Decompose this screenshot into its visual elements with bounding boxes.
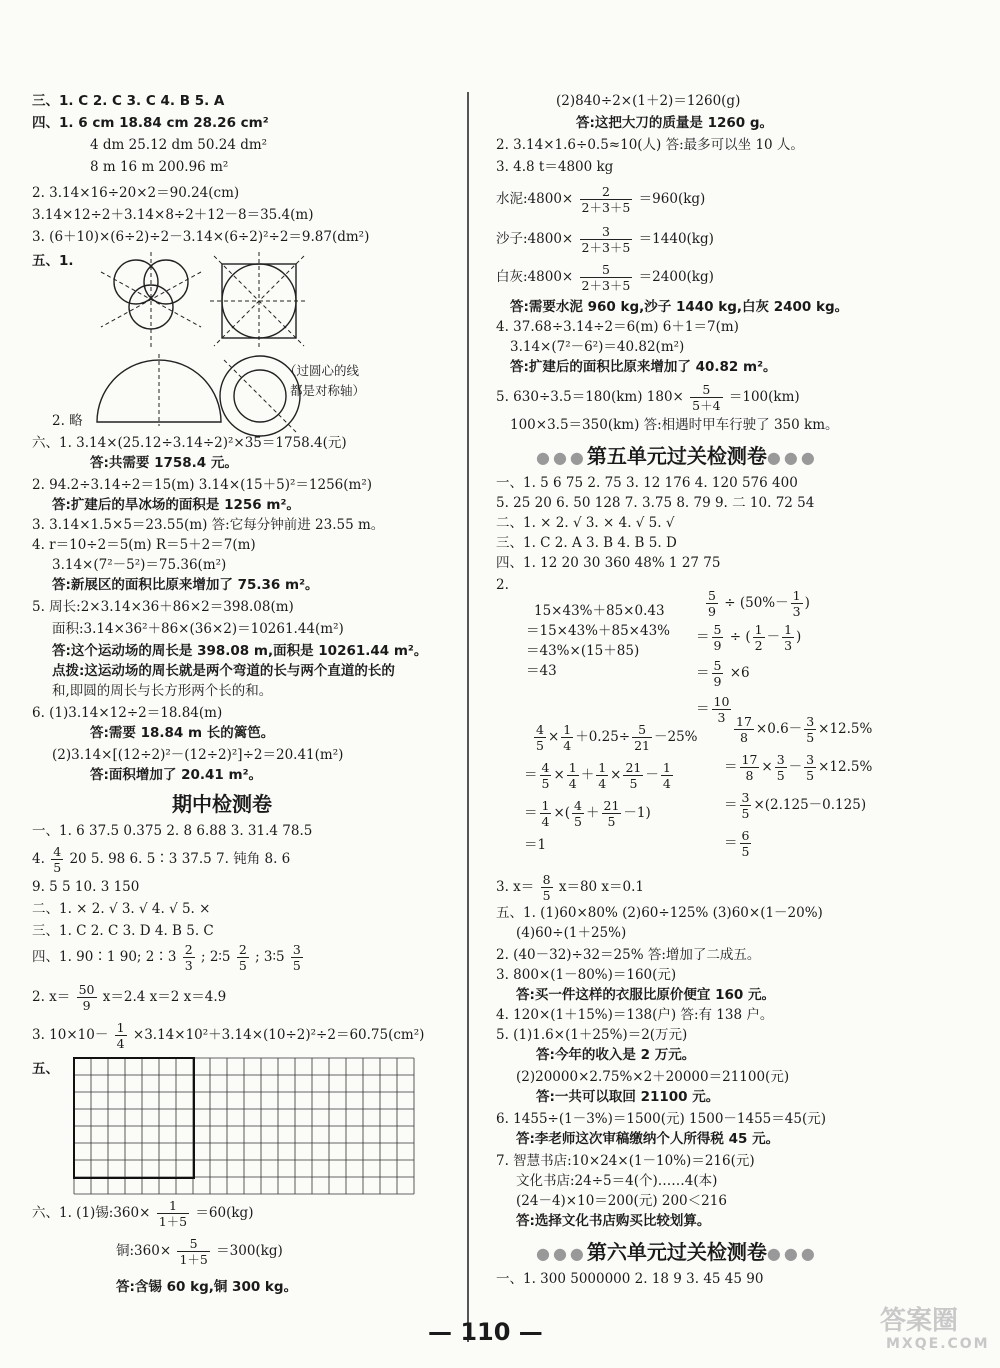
answer-line: 7. 智慧书店:10×24×(1－10%)＝216(元) [496,1153,755,1169]
answer-line: 答:扩建后的旱冰场的面积是 1256 m²。 [52,497,300,513]
answer-line: 四、1. 6 cm 18.84 cm 28.26 cm² [32,115,269,131]
answer-line: 答:这个运动场的周长是 398.08 m,面积是 10261.44 m²。 [52,643,428,659]
watermark-url: MXQE.COM [886,1336,990,1352]
answer-line: 一、1. 300 5000000 2. 18 9 3. 45 45 90 [496,1271,764,1287]
tip-line: 点拨:这运动场的周长就是两个弯道的长与两个直道的长的 [52,663,395,679]
answer-line: 四、1. 12 20 30 360 48% 1 27 75 [496,555,721,571]
fraction: $\frac{2}{2+3+5}$ [581,184,631,215]
answer-line: 答:一共可以取回 21100 元。 [536,1089,720,1105]
answer-line: 2. 略 [52,413,83,429]
answer-line: 答:李老师这次审稿缴纳个人所得税 45 元。 [516,1131,780,1147]
decor-dots: ●●● [536,448,587,467]
answer-line: 100×3.5＝350(km) 答:相遇时甲车行驶了 350 km。 [510,417,839,433]
answer-line: 答:今年的收入是 2 万元。 [536,1047,696,1063]
answer-line: 一、1. 5 6 75 2. 75 3. 12 176 4. 120 576 400 [496,475,798,491]
answer-line: 答:需要水泥 960 kg,沙子 1440 kg,白灰 2400 kg。 [510,299,849,315]
answer-line: (2)20000×2.75%×2＋20000＝21100(元) [516,1069,790,1085]
answer-line: 六、1. 3.14×(25.12÷3.14÷2)²×35＝1758.4(元) [32,435,347,451]
answer-line: 五、1. [32,253,74,269]
answer-line: 3. 10×10－ $\frac{1}{4}$ ×3.14×10²＋3.14×(10÷2)²÷2＝60.75(cm²) [32,1020,425,1051]
answer-line: 答:扩建后的面积比原来增加了 40.82 m²。 [510,359,777,375]
answer-line: 5. 25 20 6. 50 128 7. 3.75 8. 79 9. 二 10. 72 54 [496,495,815,511]
answer-line: 6. (1)3.14×12÷2＝18.84(m) [32,705,223,721]
fraction: $\frac{2}{5}$ [238,942,247,973]
answer-line: 答:需要 18.84 m 长的篱笆。 [90,725,275,741]
answer-line: 5. 630÷3.5＝180(km) 180× $\frac{5}{5+4}$ ＝100(km) [496,382,800,413]
section-title-unit5: ●●●第五单元过关检测卷●●● [536,444,818,468]
answer-line: 二、1. × 2. √ 3. × 4. √ 5. √ [496,515,675,531]
square-circle-figure [210,252,310,352]
fraction: $\frac{2}{3}$ [184,942,193,973]
answer-line: 答:这把大刀的质量是 1260 g。 [576,115,774,131]
fraction: $\frac{8}{5}$ [542,872,551,903]
answer-line: 四、1. 90∶1 90; 2∶3 $\frac{2}{3}$ ; 2∶5 $\frac{2}{5}$ ; 3∶5 $\frac{3}{5}$ [32,942,301,973]
answer-line: 3.14×(7²－5²)＝75.36(m²) [52,557,227,573]
calc-line: ＝43%×(15＋85) [526,643,640,659]
answer-line: 六、1. (1)锡:360× $\frac{1}{1+5}$ ＝60(kg) [32,1198,254,1229]
answer-line: 3. 4.8 t＝4800 kg [496,159,614,175]
answer-line: 4. $\frac{4}{5}$ 20 5. 98 6. 5∶3 37.5 7. 钝角 8. 6 [32,844,291,875]
answer-line: 答:含锡 60 kg,铜 300 kg。 [116,1279,298,1295]
column-divider [467,92,469,1342]
section-title-unit6: ●●●第六单元过关检测卷●●● [536,1240,818,1264]
answer-line: (24－4)×10＝200(元) 200＜216 [516,1193,727,1209]
answer-line: 三、1. C 2. C 3. D 4. B 5. C [32,923,214,939]
watermark-logo: 答案圈 [880,1306,959,1336]
answer-line: 2. (40－32)÷32＝25% 答:增加了二成五。 [496,947,761,963]
answer-line: 3. 3.14×1.5×5＝23.55(m) 答:它每分钟前进 23.55 m。 [32,517,385,533]
calc-line: $\frac{4}{5}$ × $\frac{1}{4}$ ＋0.25÷ $\frac{5}{21}$ －25% [536,722,698,753]
decor-dots: ●●● [766,448,818,467]
fraction: $\frac{1}{4}$ [116,1020,125,1051]
fraction: $\frac{1}{1+5}$ [158,1198,188,1229]
grid-figure [74,1058,424,1198]
answer-line: 2. x＝ $\frac{50}{9}$ x＝2.4 x＝2 x＝4.9 [32,982,227,1013]
decor-dots: ●●● [766,1244,818,1263]
answer-line: 4 dm 25.12 dm 50.24 dm² [90,137,268,153]
answer-line: 二、1. × 2. √ 3. √ 4. √ 5. × [32,901,211,917]
answer-line: 铜:360× $\frac{5}{1+5}$ ＝300(kg) [116,1236,283,1267]
axis-note: 都是对称轴） [290,383,366,398]
calc-line: ＝ $\frac{17}{8}$ × $\frac{3}{5}$ － $\frac{3}{5}$ ×12.5% [724,752,873,783]
answer-line: 8 m 16 m 200.96 m² [90,159,229,175]
section-title-midterm: 期中检测卷 [172,792,272,816]
answer-line: 4. 37.68÷3.14÷2＝6(m) 6＋1＝7(m) [496,319,739,335]
answer-line: 5. (1)1.6×(1＋25%)＝2(万元) [496,1027,688,1043]
answer-line: (2)3.14×[(12÷2)²－(12÷2)²]÷2＝20.41(m²) [52,747,344,763]
answer-line: 五、1. (1)60×80% (2)60÷125% (3)60×(1－20%) [496,905,823,921]
fraction: $\frac{5}{5+4}$ [692,382,721,413]
calc-line: ＝ $\frac{5}{9}$ ×6 [696,658,750,689]
answer-line: 答:共需要 1758.4 元。 [90,455,238,471]
calc-line: ＝ $\frac{4}{5}$ × $\frac{1}{4}$ ＋ $\frac{1}{4}$ × $\frac{21}{5}$ － $\frac{1}{4}$ [524,760,671,791]
fraction: $\frac{4}{5}$ [53,844,62,875]
axis-note: （过圆心的线 [284,363,360,378]
answer-line: (2)840÷2×(1＋2)＝1260(g) [556,93,741,109]
answer-line: 4. r＝10÷2＝5(m) R＝5＋2＝7(m) [32,537,256,553]
answer-line: 3. x＝ $\frac{8}{5}$ x＝80 x＝0.1 [496,872,645,903]
answer-line: 2. 3.14×1.6÷0.5≈10(人) 答:最多可以坐 10 人。 [496,137,804,153]
calc-line: ＝1 [524,837,547,853]
answer-line: 一、1. 6 37.5 0.375 2. 8 6.88 3. 31.4 78.5 [32,823,313,839]
fraction: $\frac{3}{5}$ [292,942,301,973]
answer-line: 4. 120×(1＋15%)＝138(户) 答:有 138 户。 [496,1007,774,1023]
decor-dots: ●●● [536,1244,587,1263]
answer-line: 2. 94.2÷3.14÷2＝15(m) 3.14×(15＋5)²＝1256(m²) [32,477,372,493]
answer-line: 面积:3.14×36²＋86×(36×2)＝10261.44(m²) [52,621,344,637]
fraction: $\frac{5}{1+5}$ [179,1236,208,1267]
calc-line: ＝ $\frac{1}{4}$ ×( $\frac{4}{5}$ ＋ $\frac{21}{5}$ －1) [524,798,651,829]
tip-line: 和,即圆的周长与长方形两个长的和。 [52,683,273,699]
calc-line: ＝ $\frac{6}{5}$ [724,828,750,859]
answer-line: 答:新展区的面积比原来增加了 75.36 m²。 [52,577,319,593]
page-number: — 110 — [428,1318,543,1346]
answer-line: 3.14×12÷2＋3.14×8÷2＋12－8＝35.4(m) [32,207,314,223]
three-circles-figure [96,252,206,352]
calc-line: ＝ $\frac{5}{9}$ ÷ ( $\frac{1}{2}$ － $\frac{1}{3}$ ) [696,622,802,653]
calc-line: ＝ $\frac{3}{5}$ ×(2.125－0.125) [724,790,867,821]
answer-line: 水泥:4800× $\frac{2}{2+3+5}$ ＝960(kg) [496,184,706,215]
answer-line: 答:面积增加了 20.41 m²。 [90,767,262,783]
answer-line: 文化书店:24÷5＝4(个)……4(本) [516,1173,718,1189]
answer-line: 三、1. C 2. C 3. C 4. B 5. A [32,93,225,109]
answer-line: 3. 800×(1－80%)＝160(元) [496,967,677,983]
answer-line: (4)60÷(1＋25%) [516,925,627,941]
answer-line: 3. (6＋10)×(6÷2)÷2－3.14×(6÷2)²÷2＝9.87(dm²) [32,229,370,245]
calc-line: $\frac{17}{8}$ ×0.6－ $\frac{3}{5}$ ×12.5% [736,714,873,745]
calc-line: ＝43 [526,663,557,679]
calc-line: $\frac{5}{9}$ ÷ (50%－ $\frac{1}{3}$ ) [708,588,810,619]
calc-line: 15×43%＋85×0.43 [534,603,665,619]
answer-line: 5. 周长:2×3.14×36＋86×2＝398.08(m) [32,599,294,615]
calc-line: ＝15×43%＋85×43% [526,623,670,639]
answer-line: 答:选择文化书店购买比较划算。 [516,1213,711,1229]
answer-line: 6. 1455÷(1－3%)＝1500(元) 1500－1455＝45(元) [496,1111,826,1127]
calc-line: ＝ $\frac{10}{3}$ [696,694,730,725]
answer-line: 五、 [32,1061,59,1077]
answer-line: 沙子:4800× $\frac{3}{2+3+5}$ ＝1440(kg) [496,224,714,255]
answer-line: 2. [496,577,509,593]
semicircle-figure [92,354,232,429]
answer-line: 白灰:4800× $\frac{5}{2+3+5}$ ＝2400(kg) [496,262,714,293]
fraction: $\frac{5}{2+3+5}$ [581,262,631,293]
answer-line: 2. 3.14×16÷20×2＝90.24(cm) [32,185,240,201]
fraction: $\frac{50}{9}$ [78,982,95,1013]
answer-line: 答:买一件这样的衣服比原价便宜 160 元。 [516,987,775,1003]
answer-line: 三、1. C 2. A 3. B 4. B 5. D [496,535,677,551]
answer-line: 3.14×(7²－6²)＝40.82(m²) [510,339,685,355]
fraction: $\frac{3}{2+3+5}$ [581,224,631,255]
answer-line: 9. 5 5 10. 3 150 [32,879,140,895]
